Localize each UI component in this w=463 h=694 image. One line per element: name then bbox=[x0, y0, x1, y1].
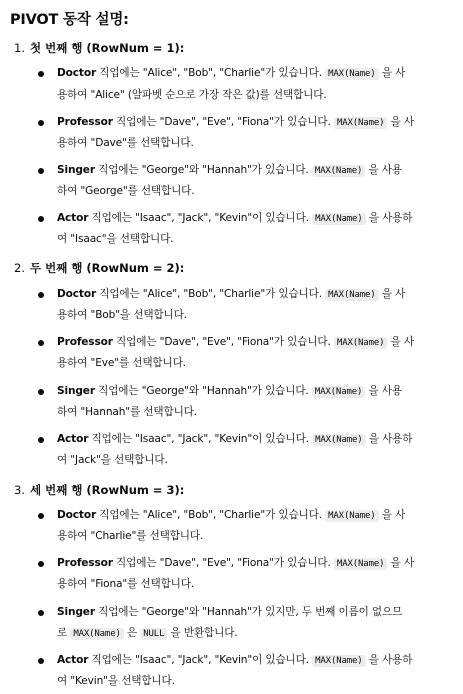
bullet bbox=[38, 610, 44, 616]
item-line: 여 "Jack"을 선택합니다. bbox=[57, 454, 168, 466]
item-line: Actor 직업에는 "Isaac", "Jack", "Kevin"이 있습니다. MAX(Name) 을 사용하 bbox=[57, 654, 413, 666]
bullet bbox=[38, 340, 44, 346]
item-line: 용하여 "Alice" (알파벳 순으로 가장 작은 값)를 선택합니다. bbox=[57, 89, 327, 101]
item-line: 하여 "Hannah"를 선택합니다. bbox=[57, 406, 197, 418]
page-title: PIVOT 동작 설명: bbox=[10, 12, 129, 28]
item-line: 여 "Isaac"을 선택합니다. bbox=[57, 233, 174, 245]
bullet bbox=[38, 216, 44, 222]
row-3-label: 3. 세 번째 행 (RowNum = 3): bbox=[14, 483, 185, 497]
bullet bbox=[38, 292, 44, 298]
item-line: 용하여 "Eve"를 선택합니다. bbox=[57, 357, 186, 369]
bullet bbox=[38, 658, 44, 664]
item-line: Actor 직업에는 "Isaac", "Jack", "Kevin"이 있습니다. MAX(Name) 을 사용하 bbox=[57, 433, 413, 445]
bullet bbox=[38, 389, 44, 395]
item-line: 용하여 "Dave"를 선택합니다. bbox=[57, 137, 194, 149]
row-1-label: 1. 첫 번째 행 (RowNum = 1): bbox=[14, 41, 185, 55]
row-2-label: 2. 두 번째 행 (RowNum = 2): bbox=[14, 261, 185, 275]
item-line: Singer 직업에는 "George"와 "Hannah"가 있지만, 두 번째 이름이 없으므 bbox=[57, 606, 403, 618]
item-line: Doctor 직업에는 "Alice", "Bob", "Charlie"가 있습니다. MAX(Name) 을 사 bbox=[57, 288, 406, 300]
item-line: Professor 직업에는 "Dave", "Eve", "Fiona"가 있습니다. MAX(Name) 을 사 bbox=[57, 557, 414, 569]
bullet bbox=[38, 513, 44, 519]
bullet bbox=[38, 561, 44, 567]
item-line: Singer 직업에는 "George"와 "Hannah"가 있습니다. MAX(Name) 을 사용 bbox=[57, 385, 402, 397]
item-line: Doctor 직업에는 "Alice", "Bob", "Charlie"가 있습니다. MAX(Name) 을 사 bbox=[57, 509, 406, 521]
item-line: Actor 직업에는 "Isaac", "Jack", "Kevin"이 있습니다. MAX(Name) 을 사용하 bbox=[57, 212, 413, 224]
item-line: 용하여 "Fiona"를 선택합니다. bbox=[57, 578, 195, 590]
item-line: Professor 직업에는 "Dave", "Eve", "Fiona"가 있습니다. MAX(Name) 을 사 bbox=[57, 336, 414, 348]
item-line: 하여 "George"를 선택합니다. bbox=[57, 185, 195, 197]
item-line: 여 "Kevin"을 선택합니다. bbox=[57, 675, 175, 687]
item-line: Singer 직업에는 "George"와 "Hannah"가 있습니다. MAX(Name) 을 사용 bbox=[57, 164, 402, 176]
bullet bbox=[38, 437, 44, 443]
item-line: Doctor 직업에는 "Alice", "Bob", "Charlie"가 있습니다. MAX(Name) 을 사 bbox=[57, 67, 406, 79]
bullet bbox=[38, 71, 44, 77]
item-line: 로 MAX(Name) 은 NULL 을 반환합니다. bbox=[57, 627, 238, 639]
bullet bbox=[38, 120, 44, 126]
item-line: Professor 직업에는 "Dave", "Eve", "Fiona"가 있습니다. MAX(Name) 을 사 bbox=[57, 116, 414, 128]
bullet bbox=[38, 168, 44, 174]
item-line: 용하여 "Charlie"를 선택합니다. bbox=[57, 530, 204, 542]
item-line: 용하여 "Bob"을 선택합니다. bbox=[57, 309, 187, 321]
